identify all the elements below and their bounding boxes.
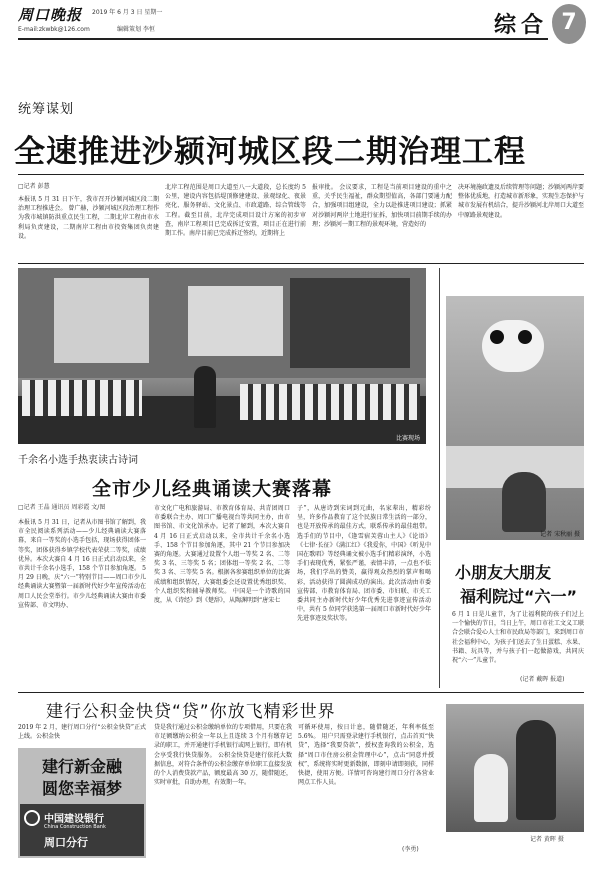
ad-slogan-2: 圆您幸福梦 — [41, 779, 122, 798]
page-number: 7 — [561, 10, 577, 35]
backdrop-screen-right — [290, 278, 410, 368]
story-kicker: 统筹谋划 — [18, 102, 75, 117]
sidebar-divider — [439, 268, 440, 688]
mascot-photo-credit: 记者 宋秋丽 摄 — [540, 531, 580, 538]
editor-credit: 编辑策划 李恒 — [117, 26, 155, 33]
ad-column-2: 贷是我行通过公积金缴纳单位的专项借用，只要在我市足额缴纳公积金一年以上且连续 3 个月有缴存记录的职工，并开通建行手机银行或网上银行，即有机会享受我行快贷服务。 公积金快贷是建行依托大数据信息，对符合条件的公积金缴存单位职工直接发放的个人消费贷款产品，额度最高 30 万，随借随还，实时审批，自助办理，有效期一年。 — [154, 724, 292, 787]
story-column-4: 决环境施政遗及后续管理等问题；沙颍河两岸要整体优质地，打造城市新形象，实现生态保护与城市发展有机结合，提升沙颍河北岸周口大道至中原路景观建设。 — [458, 184, 584, 219]
adult-figure — [516, 720, 556, 820]
bank-name-cn: 中国建设银行 — [44, 814, 104, 825]
contact-email: E-mail:zkwbk@126.com — [18, 26, 90, 33]
section-name: 综合 — [494, 12, 549, 38]
mascot-eye-left — [490, 330, 504, 344]
sidebar-body: 6 月 1 日是儿童节，为了让福利院的孩子们过上一个愉快的节日，当日上午，周口市社工文义工联合会联合爱心人士和市民政局等部门，来到周口市社会福利中心，为孩子们送去了生日蛋糕、水果、书籍、玩具等，并与孩子们一起做游戏，共同庆祝“六一”儿童节。 — [452, 611, 584, 665]
ad-credit: (李勇) — [402, 846, 419, 853]
story-headline: 全速推进沙颍河城区段二期治理工程 — [14, 134, 526, 170]
backdrop-screen-left — [54, 278, 149, 363]
child-figure — [502, 472, 546, 532]
mascot-photo — [446, 296, 584, 540]
poetry-byline: □记者 王晶 通讯员 周彩霞 文/图 — [18, 504, 106, 511]
ad-top-rule — [18, 692, 584, 693]
poetry-headline: 全市少儿经典诵读大赛落幕 — [92, 478, 333, 500]
top-story-bottom-rule — [18, 263, 584, 264]
child-figure-2 — [474, 754, 508, 822]
photo-credit: 比赛现场 — [395, 435, 420, 442]
performer-figure — [194, 366, 216, 428]
sidebar-headline-line-2: 福利院过“六一” — [460, 587, 578, 606]
ad-column-3: 可循环使用，按日计息，随借随还，年利率低至 5.6%。 用户只需登录建行手机银行，点击首页“快贷”，选择“我要贷款”，授权查询我的公积金，选择“周口市住房公积金管理中心”，点击“同意并授权”，系统将实时更新数据，即刻申请即刻获，同样快捷，使用方便。详情可咨询建行周口分行各营业网点工作人员。 — [298, 724, 434, 787]
story-column-1: 本报讯 5 月 31 日下午，我市召开沙颍河城区段二期治理工程推进会。 曾广赫，沙颍河城区段治理工程作为我市城镇防洪重点民生工程，二期北岸工程由市水利局负责建设，二期南岸工程由市投资集团负责建设。 — [18, 196, 159, 240]
bank-branch: 周口分行 — [44, 836, 88, 849]
poetry-column-1: 本报讯 5 月 31 日，记者从市图书馆了解到，我市全民阅读系列活动——少儿经典诵读大赛落幕，来自一等奖的小选手包括，现场获得团体一等奖，团体获得乡镇学校代表荣获二等奖，成绩优异。本次大赛自 4 月 16 日正式启动以来，全市共计千余名小选手，158 个节目参加角逐。 5 月 29 日晚，庆“六一”特别节目——周口市少儿经典诵读大赛暨第一届新时代好少年宣传活动在周口人民会堂举行。市少儿经典诵读大赛由市委宣传部、市文明办、 — [18, 519, 146, 609]
story-column-2: 北岸工程范围是周口大道至八一大道段，总长度约 5 公里，建设内容包括堤顶修建建设、景观绿化、夜景亮化、服务驿站、文化景点、市政道路、综合管线等工程。截至目前，北岸完成项目设计方案的初步审查，南岸工程项目已完成拆迁安置，项目正在进行前期工作。南岸目前已完成拆迁签约，近期将上 — [165, 184, 306, 238]
caregiver-photo-credit: 记者 黄晖 摄 — [530, 836, 564, 843]
caregiver-photo — [446, 704, 584, 832]
mascot-head — [482, 320, 544, 372]
photo-caption: 千余名小选手热衷读古诗词 — [18, 455, 138, 466]
poetry-column-3: 子”，从唐诗到宋词到元曲，名家辈出，精彩纷呈，许多作品教育了这个民族日常生活的一部分，也是开放传承的最佳方式，联系传承的最佳组带。选手们的节目中，《逢雪宿芙蓉山主人》《论语》《七律·长征》《满江红》《我爱你，中国》《听见中国在歌唱》等经典诵文被小选手们精彩演绎，小选手们表现优秀，紧张严谨，表情丰沛，一点也不怯场，我们学出的赞美，赢得观众热烈的掌声和喝彩，活动获得了圆满成功的演出。此次活动由市委宣传部、市教育体育局、团市委、市妇联、市关工委共同主办新时代好少年优秀先进事迹宣传活动中，共有 5 位同学获选第一届周口市新时代好少年先进事迹及奖状等。 — [297, 505, 431, 623]
children-row-left — [22, 380, 142, 416]
paper-logo: 周口晚报 — [18, 6, 83, 24]
poetry-column-2: 市文化广电和旅游局、市教育体育局、共青团周口市委联合主办、周口广播电视台等共同主办，由市图书馆、市文化馆承办。记者了解到，本次大赛自 4 月 16 日正式启动以来，全市共计千余名小选手、158 个节目参加角逐，其中 21 个节目参加决赛的角逐。大赛通过设置个人组一等奖 2 名、二等奖 3 名、三等奖 5 名；团体组一等奖 2 名、二等奖 3 名、三等奖 5 名。根据各参赛组织单位的比赛成绩和组织情况，大赛组委会还设置优秀组织奖、个人组织奖和辅导教师奖。 中国是一个诗歌的国度，从《诗经》到《楚辞》，从陶渊明到“唐宋七 — [154, 505, 290, 605]
bank-name-en: China Construction Bank — [44, 824, 106, 830]
issue-date: 2019 年 6 月 3 日 星期一 — [92, 9, 163, 16]
ad-logo-block — [18, 748, 146, 858]
ad-column-1: 2019 年 2 月，建行周口分行“公积金快贷”正式上线。公积金快 — [18, 724, 146, 741]
story-column-3: 报审批。 会议要求，工程是当前项目建设的重中之重，关乎民生福祉，群众期望值高，各部门要通力配合，加强项目组建设，全力以赴推进项目建设；抓紧对沙颍河两岸土地进行征拆，加快项目前期手续的办理；沙颍河一期工程的景观环境，营造好的 — [312, 184, 452, 228]
recital-stage-photo — [18, 268, 426, 444]
ad-headline: 建行公积金快贷“贷”你放飞精彩世界 — [46, 702, 336, 722]
headline-rule — [18, 174, 584, 175]
mascot-eye-right — [518, 330, 532, 344]
backdrop-screen-center — [188, 286, 283, 356]
ad-bank-box — [20, 804, 144, 856]
story-byline: □记者 彭慧 — [18, 183, 50, 190]
ad-slogan-1: 建行新金融 — [41, 757, 122, 776]
masthead-rule — [18, 38, 548, 40]
page-number-badge — [552, 4, 586, 44]
sidebar-byline: (记者 戴晖 报道) — [520, 676, 565, 683]
ccb-logo-icon — [24, 810, 40, 826]
children-row-right — [240, 384, 420, 420]
sidebar-headline-line-1: 小朋友大朋友 — [455, 563, 552, 582]
